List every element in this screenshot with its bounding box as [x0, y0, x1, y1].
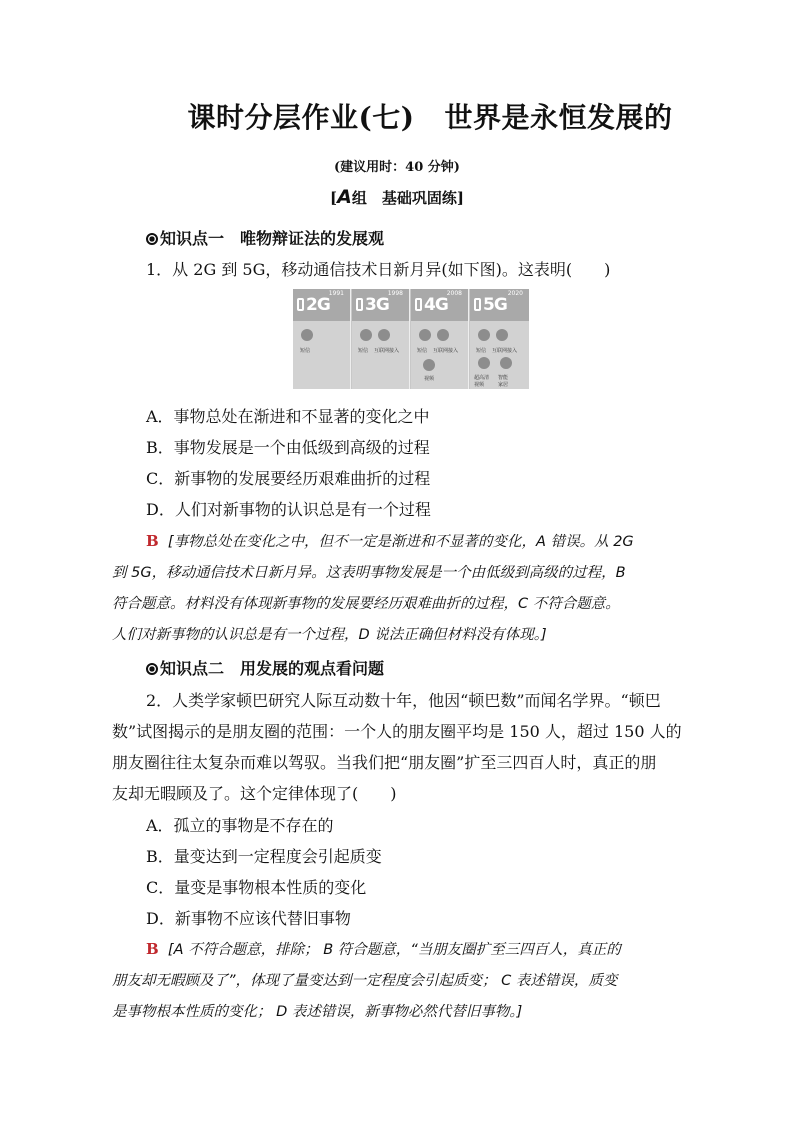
bracket-open: [ — [330, 189, 338, 207]
panel-year: 2020 — [507, 290, 523, 297]
answer-letter: B — [146, 532, 159, 550]
feature-label: 短信 — [417, 348, 428, 354]
panel-year: 2008 — [446, 290, 462, 297]
title-topic: 世界是永恒发展的 — [444, 101, 673, 134]
page-title — [150, 96, 710, 136]
panel-generation: 5G — [474, 295, 507, 315]
option-c: C．量变是事物根本性质的变化 — [146, 878, 367, 897]
panel-year: 1991 — [328, 290, 344, 297]
answer-letter: B — [146, 940, 159, 958]
answer-explanation-line: B [事物总处在变化之中，但不一定是渐进和不显著的变化，A 错误。从 2G — [146, 532, 634, 550]
figure-panel-5g — [470, 289, 529, 389]
phone-icon — [297, 298, 304, 311]
bracket-close: ] — [456, 189, 464, 207]
phone-icon — [356, 298, 363, 311]
feature-label: 超高清视频 — [474, 375, 490, 388]
question-2-stem-line: 朋友圈往往太复杂而难以驾驭。当我们把“朋友圈”扩至三四百人时，真正的朋 — [112, 753, 657, 772]
figure-panel-4g — [411, 289, 469, 389]
option-b: B．量变达到一定程度会引起质变 — [146, 847, 382, 866]
question-2-stem-line: 友却无暇顾及了。这个定律体现了( ) — [112, 784, 397, 803]
option-d: D．人们对新事物的认识总是有一个过程 — [146, 500, 431, 519]
message-icon — [419, 329, 431, 341]
group-label: 组 基础巩固练 — [351, 189, 457, 207]
knowledge-point-1 — [146, 226, 384, 249]
feature-label: 短信 — [300, 348, 311, 354]
knowledge-point-label: 知识点一 唯物辩证法的发展观 — [160, 229, 385, 248]
feature-label: 智能家居 — [498, 375, 509, 388]
group-heading — [0, 186, 794, 208]
home-icon — [500, 357, 512, 369]
globe-icon — [496, 329, 508, 341]
answer-explanation-line: 人们对新事物的认识总是有一个过程，D 说法正确但材料没有体现。] — [112, 627, 547, 643]
option-a: A．孤立的事物是不存在的 — [146, 816, 334, 835]
video-icon — [423, 359, 435, 371]
figure-panel-2g — [293, 289, 351, 389]
phone-icon — [474, 298, 481, 311]
option-a: A．事物总处在渐进和不显著的变化之中 — [146, 407, 430, 426]
option-d: D．新事物不应该代替旧事物 — [146, 909, 351, 928]
feature-label: 互联网接入 — [374, 348, 400, 354]
title-main: 课时分层作业(七) — [187, 101, 415, 134]
feature-label: 视频 — [424, 376, 435, 382]
feature-label: 互联网接入 — [433, 348, 459, 354]
phone-icon — [415, 298, 422, 311]
panel-generation: 3G — [356, 295, 389, 315]
message-icon — [478, 329, 490, 341]
panel-generation: 2G — [297, 295, 330, 315]
globe-icon — [378, 329, 390, 341]
question-2-stem-line: 数”试图揭示的是朋友圈的范围：一个人的朋友圈平均是 150 人，超过 150 人的 — [112, 722, 682, 741]
panel-year: 1998 — [387, 290, 403, 297]
answer-explanation-line: 符合题意。材料没有体现新事物的发展要经历艰难曲折的过程，C 不符合题意。 — [112, 596, 620, 612]
message-icon — [301, 329, 313, 341]
feature-label: 短信 — [476, 348, 487, 354]
question-2-stem-line: 2．人类学家顿巴研究人际互动数十年，他因“顿巴数”而闻名学界。“顿巴 — [146, 691, 661, 710]
feature-label: 互联网接入 — [492, 348, 518, 354]
target-bullet-icon — [146, 663, 158, 675]
knowledge-point-2 — [146, 656, 384, 679]
answer-explanation-line: B [A 不符合题意，排除； B 符合题意，“当朋友圈扩至三四百人，真正的 — [146, 940, 621, 958]
feature-label: 短信 — [358, 348, 369, 354]
message-icon — [360, 329, 372, 341]
panel-generation: 4G — [415, 295, 448, 315]
figure-panel-3g — [352, 289, 410, 389]
answer-explanation-line: 到 5G，移动通信技术日新月异。这表明事物发展是一个由低级到高级的过程，B — [112, 565, 626, 581]
answer-explanation-line: 是事物根本性质的变化； D 表述错误，新事物必然代替旧事物。] — [112, 1004, 523, 1020]
target-bullet-icon — [146, 233, 158, 245]
suggested-time: (建议用时：40 分钟) — [334, 160, 460, 175]
question-1-stem: 1．从 2G 到 5G，移动通信技术日新月异(如下图)。这表明( ) — [146, 260, 611, 279]
knowledge-point-label: 知识点二 用发展的观点看问题 — [160, 659, 385, 678]
option-c: C．新事物的发展要经历艰难曲折的过程 — [146, 469, 431, 488]
video-icon — [478, 357, 490, 369]
globe-icon — [437, 329, 449, 341]
mobile-generations-figure — [293, 289, 529, 389]
group-letter: A — [337, 186, 352, 208]
answer-explanation-line: 朋友却无暇顾及了”，体现了量变达到一定程度会引起质变； C 表述错误，质变 — [112, 973, 618, 989]
option-b: B．事物发展是一个由低级到高级的过程 — [146, 438, 430, 457]
